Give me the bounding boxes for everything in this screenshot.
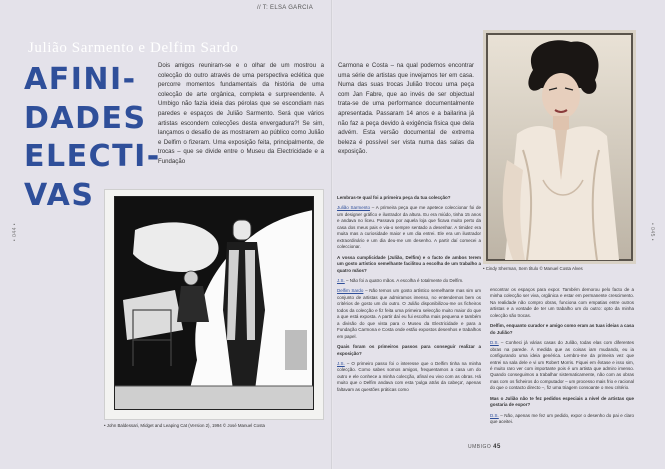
intro-paragraph-left: Dois amigos reuniram-se e o olhar de um mostrou a colecção do outro através de uma perspectiva eclética que percorre momentos fundamentais da história de uma colecção de arte orgânica, completa e surpreendente. A Umbigo não fazia ideia das pérolas que se escondiam nas paredes e espaços de Julião Sarmento. Será que vários artistas escondem colecções desta envergadura?! Se sim, lançamos o desafio de as mostrarem ao público como Julião e Delfim o fizeram. Uma exposição feita, principalmente, de trocas – que se divide entre o Museu da Electricidade e a Fundação <box>158 62 324 165</box>
interview-question: Quais foram os primeiros passos para conseguir realizar a exposição? <box>337 344 481 356</box>
interview-question: Mas o Julião não te fez pedidos especiais a nível de artistas que gostaria de expor? <box>490 395 634 408</box>
interview-answer <box>337 288 481 340</box>
answer-text: – A primeira peça que me apetece coleccionar foi de um designer gráfico e ilustrador da altura. Eu era miúdo, tinha 15 anos e andava no liceu. Passava por aquela loja que ficava muito perto da casa dos meus pais e via-o sempre sentado a desenhar. A timidez era muita mas a curiosidade maior e um dia entrei. Ele era um ilustrador extraordinário e um dia deu-me um desenho. A partir daí comecei a coleccionar. <box>337 205 481 250</box>
answer-text: – Conheci já várias casas do Julião, todas elas com diferentes obras na parede. À medida que as coisas iam mudando, eu ia configurando uma ideia genérica. Lembro-me da primeira vez que entrei na sala dele e vi um Robert Morris. Fiquei em êxtase e isso sim, é muito raro ver com importante pois é um artista que admiro imenso. Quando conseguimos a trabalhar sistematicamente, não com as obras mas com os ficheiros do computador – um processo mais frio e racional do que o contacto directo –, fiz uma triagem consoante o meu critério. <box>490 340 634 391</box>
interview-answer <box>490 413 634 426</box>
interview-answer <box>337 278 481 284</box>
interview-question: Delfim, enquanto curador e amigo como eram as tuas ideias a casa do Julião? <box>490 323 634 335</box>
interview-answer <box>337 361 481 393</box>
headline-line: ELECTI- <box>24 139 161 174</box>
page-number-side-left: • 044 • <box>12 222 19 242</box>
headline-line: DADES <box>24 100 147 136</box>
headline-line: AFINI- <box>24 62 137 97</box>
answer-text: – Não temos um gosto artístico semelhante mas sim um conjunto de artistas que admiramos imenso, no entendemos bem os critérios de gosto um do outro. O Julião disponibilizou-me os ficheiros todos da colecção e fiz feita uma primeira selecção muito maior do que a que está exposta. A partir daí eu fui escolha mais pequena e também a divisão do que vista para o Museu da Electricidade e para a Fundação Carmona e Costa onde estão expostos desenhos e trabalhos em papel. <box>337 288 481 339</box>
speaker-name: D.S. <box>490 340 499 346</box>
interview-column-2 <box>490 287 634 430</box>
caption-left: • John Baldessari, Midget and Leaping Cat (Version 2), 1994 © José Manuel Costa <box>104 423 265 428</box>
answer-text: – O primeiro passo foi o interesse que o Delfim tinha na minha colecção. Como sabes somos amigos, frequentamos a casa um do outro e ele conhece a minha colecção, afinal eu vivo com as obras. Há muito que o Delfim andava com esta 'pulga atrás da cabeça', apenas faltavam as questões práticas como <box>337 360 481 392</box>
portrait-illustration <box>483 30 636 264</box>
magazine-name: UMBIGO <box>468 444 492 450</box>
interview-question: A vossa cumplicidade (Julião, Delfim) e o facto de ambos terem um gosto artístico semelhante facilitou a escolha de um trabalho a quatro mãos? <box>337 254 481 273</box>
artwork-photo-sherman <box>483 30 636 264</box>
page-gutter <box>331 0 333 469</box>
author-credit: // T: ELSA GARCIA <box>256 5 313 11</box>
interview-question: Lembras-te qual foi a primeira peça da tua colecção? <box>337 195 451 200</box>
page-footer <box>468 444 501 450</box>
headline-line: VAS <box>24 177 95 213</box>
interview-answer <box>490 340 634 392</box>
speaker-name: Delfim Sardo <box>337 288 364 294</box>
speaker-name: D.S. <box>490 412 499 418</box>
answer-text: – Não, apenas me fez um pedido, expor o desenho do pai e claro que aceitei. <box>490 412 634 425</box>
answer-text: – Não foi a quatro mãos. A escolha é totalmente do Delfim. <box>344 277 464 283</box>
speaker-name: J.S. <box>337 277 345 283</box>
article-subtitle: Julião Sarmento e Delfim Sardo <box>28 40 239 56</box>
caption-right: • Cindy Sherman, Sem título © Manuel Costa Alves <box>483 266 583 271</box>
interview-answer <box>337 205 481 250</box>
interview-answer: encontrar os espaços para expor. Também demorou pelo facto de a minha colecção ser viva, orgânica e estar em permanente crescimento. Na realidade não compro obras, funciona com empatias entre outros artistas e a vontade de ter um trabalho um do outro: opto da minha colecção são trocas. <box>490 287 634 318</box>
intro-paragraph-right: Carmona e Costa – na qual podemos encontrar uma série de artistas que invejamos ter em casa. Numa das suas trocas Julião trocou uma peça com Jan Fabre, que ao invés de ser objectual trata-se de uma performance documentalmente apresentada. Passaram 14 anos e a bailarina já não faz a peça devido à exigência física que dela advém. Esta versão documental de extrema beleza é possível ser vista numa das salas da exposição. <box>338 62 474 156</box>
interview-column-1 <box>337 195 481 397</box>
artwork-photo-baldessari <box>104 189 324 420</box>
page-number-side-right: • 045 • <box>649 222 656 242</box>
artwork-illustration <box>105 190 323 419</box>
speaker-name: J.S. <box>337 360 345 366</box>
speaker-name: Julião Sarmento <box>337 205 371 211</box>
footer-page-number: 45 <box>493 444 501 450</box>
